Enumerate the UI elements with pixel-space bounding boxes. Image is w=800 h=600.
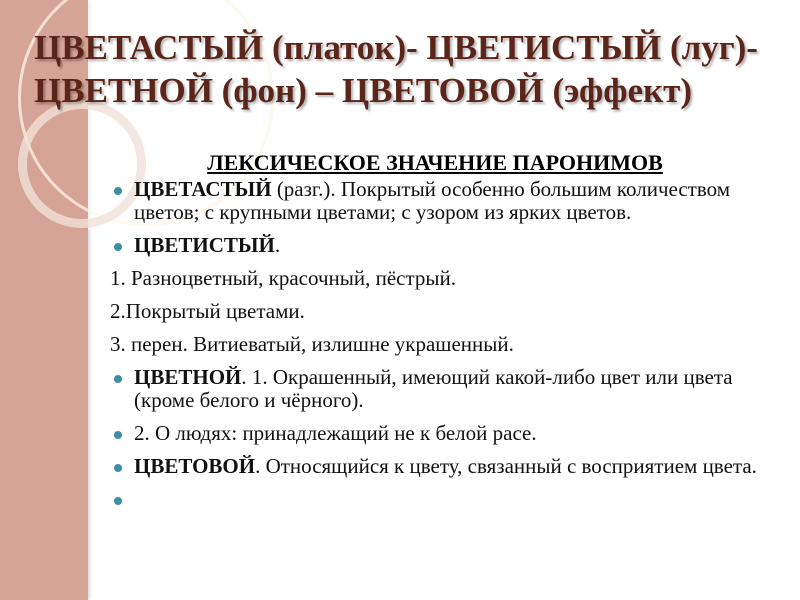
list-item: 1. Разноцветный, красочный, пёстрый. [110,266,457,290]
term: ЦВЕТАСТЫЙ [134,177,272,201]
list-item [110,455,790,478]
empty-list-item [110,488,790,511]
list-item [110,366,790,412]
list-item: 2.Покрытый цветами. [110,299,305,323]
slide-subtitle: ЛЕКСИЧЕСКОЕ ЗНАЧЕНИЕ ПАРОНИМОВ [207,150,663,175]
term: ЦВЕТИСТЫЙ [134,233,275,257]
list-item [110,234,790,257]
definition: . [274,233,281,257]
definition: . 1. Окрашенный, имеющий какой-либо цвет или цвета (кроме белого и чёрного). [134,365,733,412]
term: ЦВЕТОВОЙ [134,454,256,478]
list-item: 3. перен. Витиеватый, излишне украшенный. [110,332,514,356]
slide-title: ЦВЕТАСТЫЙ (платок)- ЦВЕТИСТЫЙ (луг)- ЦВЕТНОЙ (фон) – ЦВЕТОВОЙ (эффект) [34,28,758,110]
list-item: 2. О людях: принадлежащий не к белой расе. [110,422,790,445]
list-item [110,178,790,224]
definition: . Относящийся к цвету, связанный с восприятием цвета. [255,454,757,478]
term: ЦВЕТНОЙ [134,365,242,389]
slide-body [110,178,790,521]
definition: (разг.). Покрытый особенно большим количеством цветов; с крупными цветами; с узором из ярких цветов. [134,177,731,224]
